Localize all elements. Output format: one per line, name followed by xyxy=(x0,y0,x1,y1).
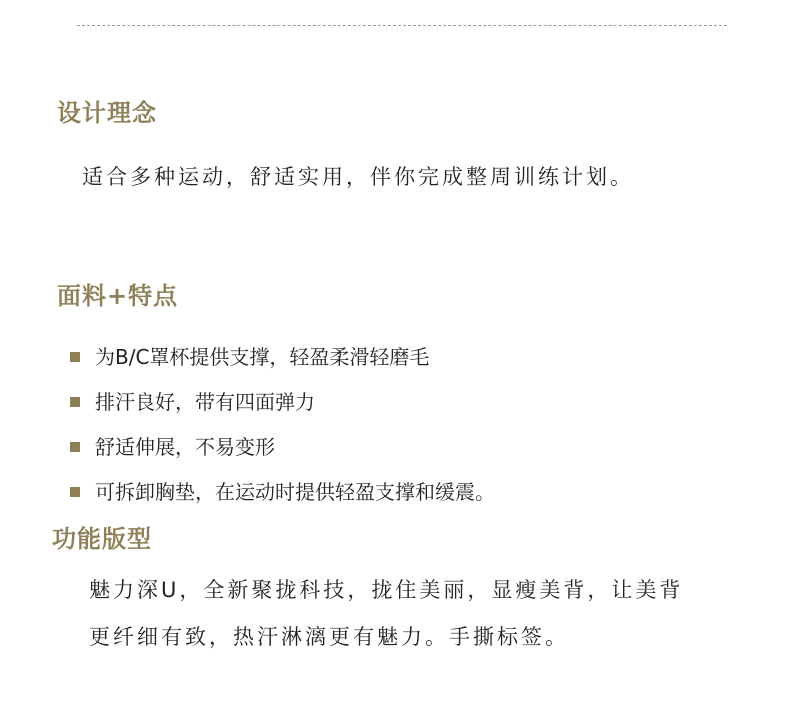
list-item xyxy=(70,469,495,514)
function-fit-text-line2: 更纤细有致，热汗淋漓更有魅力。手撕标签。 xyxy=(89,625,569,649)
feature-text: 为B/C罩杯提供支撑，轻盈柔滑轻磨毛 xyxy=(95,344,430,369)
feature-list xyxy=(70,334,495,514)
fabric-features-heading: 面料+特点 xyxy=(57,282,179,310)
top-dashed-divider xyxy=(77,25,727,26)
feature-text: 排汗良好，带有四面弹力 xyxy=(95,389,315,414)
design-concept-heading: 设计理念 xyxy=(57,99,157,127)
feature-text: 可拆卸胸垫，在运动时提供轻盈支撑和缓震。 xyxy=(95,479,495,504)
list-item xyxy=(70,379,495,424)
square-bullet-icon xyxy=(70,397,80,407)
list-item xyxy=(70,424,495,469)
square-bullet-icon xyxy=(70,487,80,497)
list-item xyxy=(70,334,495,379)
design-concept-text: 适合多种运动，舒适实用，伴你完成整周训练计划。 xyxy=(82,165,634,189)
square-bullet-icon xyxy=(70,352,80,362)
function-fit-text-line1: 魅力深U，全新聚拢科技，拢住美丽，显瘦美背，让美背 xyxy=(89,578,684,602)
function-fit-heading: 功能版型 xyxy=(52,525,152,553)
square-bullet-icon xyxy=(70,442,80,452)
feature-text: 舒适伸展，不易变形 xyxy=(95,434,275,459)
